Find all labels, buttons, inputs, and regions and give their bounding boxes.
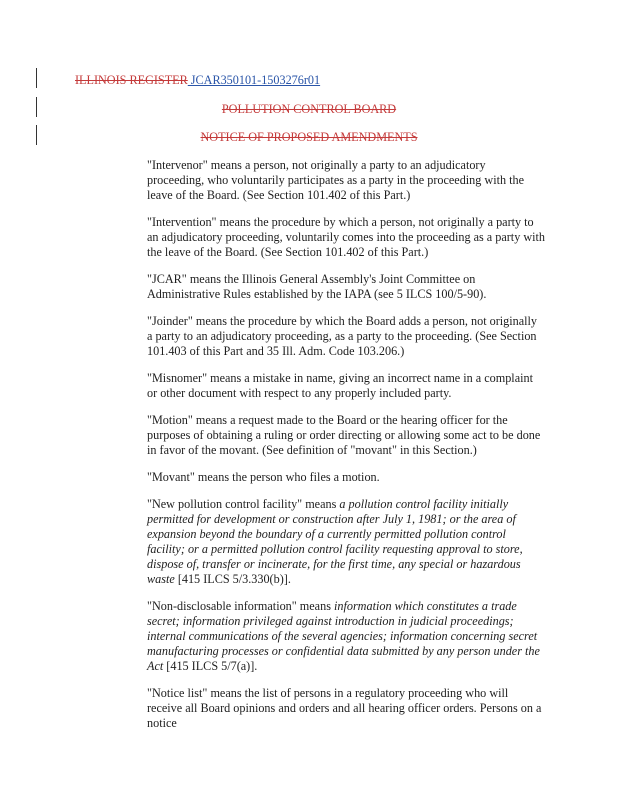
definition-paragraph: "Movant" means the person who files a motion. — [147, 470, 380, 484]
definition-paragraph: "JCAR" means the Illinois General Assembly's Joint Committee on Administrative Rules established by the IAPA (see 5 ILCS 100/5-90). — [147, 272, 487, 301]
change-bar — [36, 68, 37, 88]
definition-paragraph: "Intervention" means the procedure by which a person, not originally a party to an adjudicatory proceeding, voluntarily comes into the proceeding as a party with the leave of the Board. (See Section 101.402 of this Part.) — [147, 215, 545, 259]
notice-deleted: NOTICE OF PROPOSED AMENDMENTS — [200, 130, 418, 144]
definitions-body — [147, 158, 545, 743]
definition-paragraph: "New pollution control facility" means a pollution control facility initially permitted for development or construction after July 1, 1981; or the area of expansion beyond the boundary of a currently permitted pollution control facility; or a permitted pollution control facility requesting approval to store, dispose of, transfer or incinerate, for the first time, any special or hazardous waste [415 ILCS 5/3.330(b)]. — [147, 497, 523, 586]
definition-paragraph: "Intervenor" means a person, not originally a party to an adjudicatory proceeding, who voluntarily participates as a party in the proceeding with the leave of the Board. (See Section 101.402 of this Part.) — [147, 158, 525, 202]
register-deleted: ILLINOIS REGISTER — [75, 73, 188, 87]
notice-header — [0, 130, 618, 144]
definition-paragraph: "Motion" means a request made to the Board or the hearing officer for the purposes of obtaining a ruling or order directing or allowing some act to be done in favor of the movant. (See definition of "movant" in this Section.) — [147, 413, 541, 457]
register-inserted: JCAR350101-1503276r01 — [187, 73, 321, 87]
register-header — [75, 73, 320, 87]
agency-header — [0, 102, 618, 116]
definition-paragraph: "Non-disclosable information" means information which constitutes a trade secret; information privileged against introduction in judicial proceedings; internal communications of the several agencies; information concerning secret manufacturing processes or confidential data submitted by any person under the Act [415 ILCS 5/7(a)]. — [147, 599, 540, 673]
definition-paragraph: "Joinder" means the procedure by which the Board adds a person, not originally a party to an adjudicatory proceeding, as a party to the proceeding. (See Section 101.403 of this Part and 35 Ill. Adm. Code 103.206.) — [147, 314, 538, 358]
definition-paragraph: "Misnomer" means a mistake in name, giving an incorrect name in a complaint or other document with respect to any properly included party. — [147, 371, 533, 400]
agency-deleted: POLLUTION CONTROL BOARD — [221, 102, 397, 116]
definition-paragraph: "Notice list" means the list of persons in a regulatory proceeding who will receive all Board opinions and orders and all hearing officer orders. Persons on a notice — [147, 686, 542, 730]
